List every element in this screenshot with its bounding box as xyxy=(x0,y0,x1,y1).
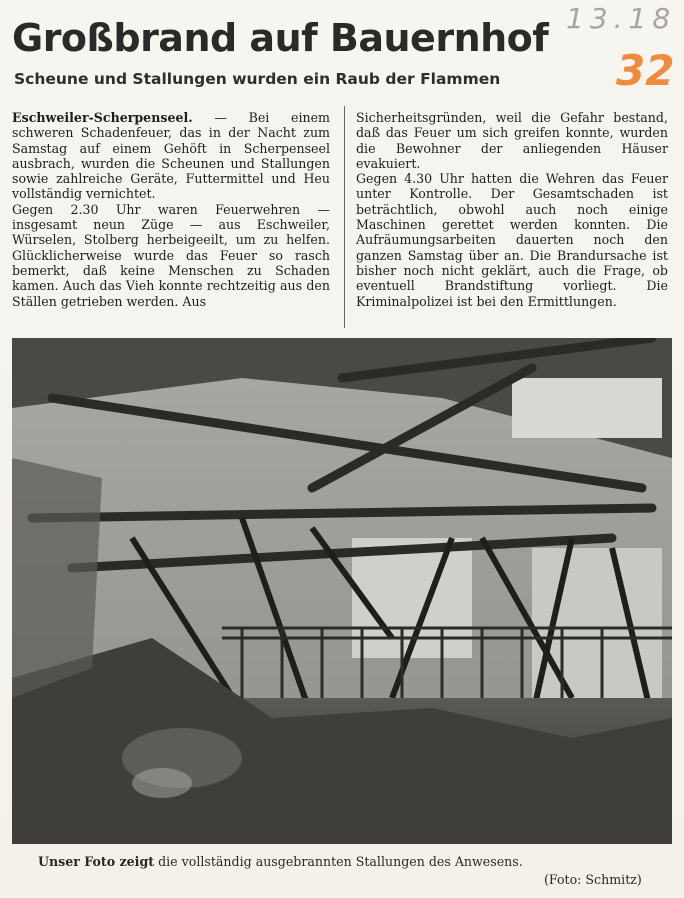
article-subheadline: Scheune und Stallungen wurden ein Raub der Flammen xyxy=(14,70,501,88)
fire-damage-photo xyxy=(12,338,672,844)
article-dateline: Eschweiler-Scherpenseel. xyxy=(12,110,193,125)
caption-text: die vollständig ausgebrannten Stallungen des Anwesens. xyxy=(154,854,523,869)
burned-stable-illustration xyxy=(12,338,672,844)
column-divider xyxy=(344,106,345,328)
article-paragraph-1 xyxy=(12,110,330,202)
handwritten-page-number: 32 xyxy=(616,46,675,95)
article-paragraph-2: Gegen 2.30 Uhr waren Feuerwehren — insgesamt neun Züge — aus Eschweiler, Würselen, Stolberg herbeigeeilt, um zu helfen. Glücklicherweise wurde das Feuer so rasch bemerkt, daß keine Menschen zu Schaden kamen. Auch das Vieh konnte rechtzeitig aus den Ställen getrieben werden. Aus xyxy=(12,201,330,309)
handwritten-date-note: 13.18 xyxy=(566,2,677,35)
article-paragraph-4: Gegen 4.30 Uhr hatten die Wehren das Feuer unter Kontrolle. Der Gesamtschaden ist beträchtlich, obwohl auch noch einige Maschinen gerettet werden konnten. Die Aufräumungsarbeiten dauerten noch den ganzen Samstag über an. Die Brandursache ist bisher noch nicht geklärt, auch die Frage, ob eventuell Brandstiftung vorliegt. Die Kriminalpolizei ist bei den Ermittlungen. xyxy=(356,171,668,309)
photo-credit: (Foto: Schmitz) xyxy=(544,872,642,887)
article-paragraph-3: Sicherheitsgründen, weil die Gefahr bestand, daß das Feuer um sich greifen konnte, wurden die Bewohner der anliegenden Häuser evakuiert. xyxy=(356,110,668,171)
caption-lead: Unser Foto zeigt xyxy=(38,854,155,869)
article-headline: Großbrand auf Bauernhof xyxy=(12,16,549,60)
article-lead-text: — Bei einem schweren Schadenfeuer, das in der Nacht zum Samstag auf einem Gehöft in Scherpenseel ausbrach, wurden die Scheunen und Stallungen sowie zahlreiche Geräte, Futtermittel und Heu vollständig vernichtet. xyxy=(12,110,330,202)
article-column-left xyxy=(12,110,330,309)
article-column-right xyxy=(356,110,668,309)
photo-caption xyxy=(38,854,523,869)
